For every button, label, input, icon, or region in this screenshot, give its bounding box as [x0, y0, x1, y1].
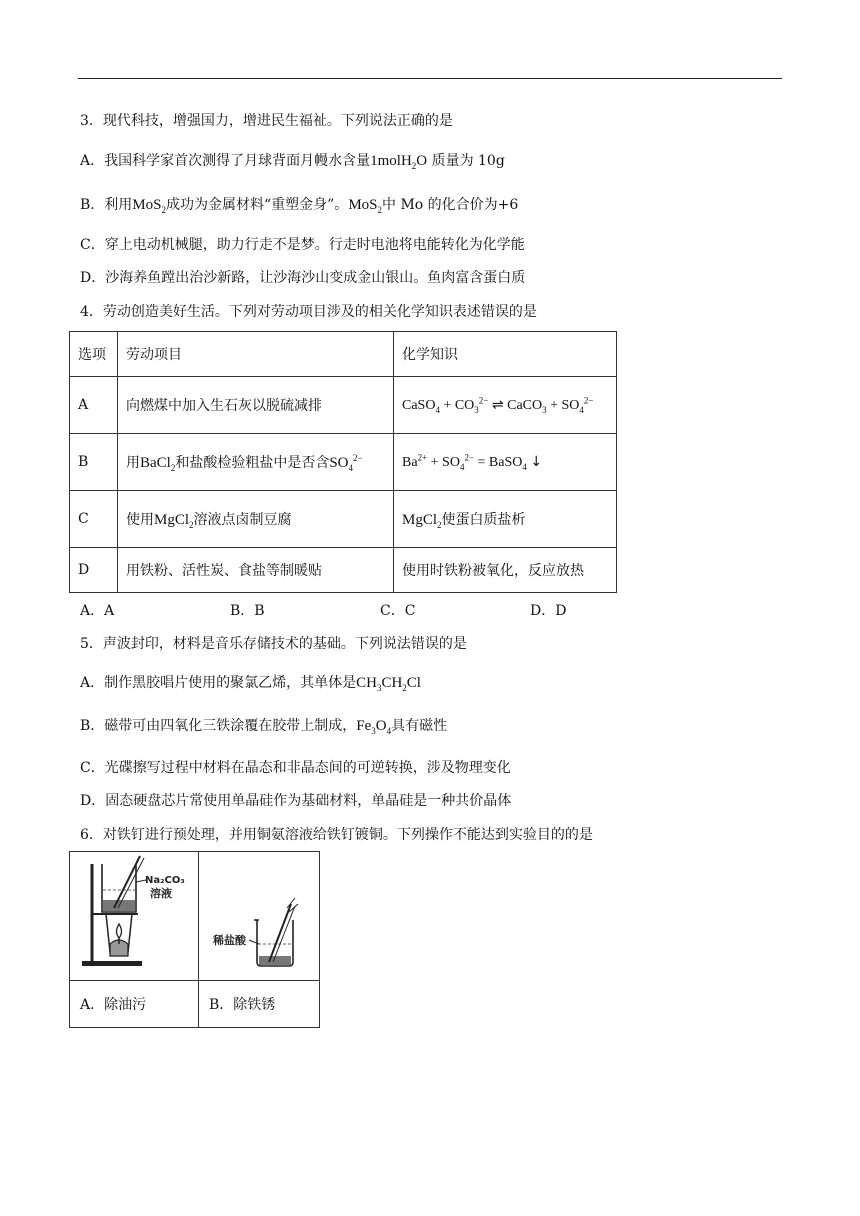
- q5-stem: 5．声波封印，材料是音乐存储技术的基础。下列说法错误的是: [80, 636, 467, 652]
- q4-row-d-knowledge: 使用时铁粉被氧化，反应放热: [394, 548, 617, 593]
- q4-row-a-option: A: [70, 377, 118, 434]
- q4-choice-a[interactable]: A．A: [80, 603, 115, 619]
- q3-option-c: C．穿上电动机械腿，助力行走不是梦。行走时电池将电能转化为化学能: [80, 237, 525, 253]
- na2co3-label: Na₂CO₃: [145, 875, 185, 886]
- q5-a-formula: $CH_3CH_2Cl$: [356, 675, 421, 693]
- q5-option-d: D．固态硬盘芯片常使用单晶硅作为基础材料，单晶硅是一种共价晶体: [80, 793, 512, 809]
- q6-figure-table: [69, 851, 320, 1028]
- q5-option-c: C．光碟擦写过程中材料在晶态和非晶态间的可逆转换，涉及物理变化: [80, 760, 511, 776]
- q3-a-formula: 1molH$_2$O: [370, 153, 428, 171]
- q4-row-d-project: 用铁粉、活性炭、食盐等制暖贴: [118, 548, 394, 593]
- q6-caption-b[interactable]: B．除铁锈: [199, 981, 320, 1028]
- dilute-hcl-label: 稀盐酸: [213, 934, 246, 947]
- q4-row-c-project: 使用MgCl$_2$溶液点卤制豆腐: [118, 491, 394, 548]
- q4-header-knowledge: 化学知识: [394, 332, 617, 377]
- q3-a-tail: 质量为 10g: [431, 153, 505, 169]
- q4-choice-d[interactable]: D．D: [530, 603, 567, 619]
- q4-choice-b[interactable]: B．B: [230, 603, 265, 619]
- q6-figure-a: [70, 852, 199, 981]
- q4-choice-c[interactable]: C．C: [380, 603, 416, 619]
- q4-row-a-equation: CaSO$_4$ + $CO_3^{2-}$ ⇌ CaCO$_3$ + $SO_4^{2-}$: [394, 377, 617, 434]
- q3-b-formula1: MoS$_2$: [132, 197, 166, 215]
- q3-option-a: [80, 151, 505, 171]
- q4-row-b-project: 用BaCl$_2$和盐酸检验粗盐中是否含$SO_4^{2-}$: [118, 434, 394, 491]
- q4-row-c-knowledge: MgCl$_2$使蛋白质盐析: [394, 491, 617, 548]
- q3-stem: 3．现代科技，增强国力，增进民生福祉。下列说法正确的是: [80, 113, 453, 129]
- table-row: [70, 491, 617, 548]
- q5-b-formula: $Fe_3O_4$: [356, 718, 392, 736]
- table-row: [70, 548, 617, 593]
- q6-figure-b: [199, 852, 320, 981]
- q5-option-b: B．磁带可由四氧化三铁涂覆在胶带上制成，$Fe_3O_4$具有磁性: [80, 718, 448, 736]
- q4-header-option: 选项: [70, 332, 118, 377]
- q6-caption-a[interactable]: A．除油污: [70, 981, 199, 1028]
- q4-row-b-equation: $Ba^{2+} + SO_4^{2-}$ = BaSO$_4$ ↓: [394, 434, 617, 491]
- q4-answer-options: [80, 600, 600, 620]
- q3-option-d: D．沙海养鱼蹚出治沙新路，让沙海沙山变成金山银山。鱼肉富含蛋白质: [80, 270, 526, 286]
- q4-row-c-option: C: [70, 491, 118, 548]
- q3-a-text: A．我国科学家首次测得了月球背面月幔水含量: [80, 153, 371, 169]
- q4-stem: 4．劳动创造美好生活。下列对劳动项目涉及的相关化学知识表述错误的是: [80, 304, 537, 320]
- q3-option-b: B．利用MoS$_2$成功为金属材料“重塑金身”。MoS$_2$中 Mo 的化合价为+6: [80, 197, 519, 215]
- q4-row-a-project: 向燃煤中加入生石灰以脱硫减排: [118, 377, 394, 434]
- beaker-heating-icon: [70, 852, 198, 976]
- q6-stem: 6．对铁钉进行预处理，并用铜氨溶液给铁钉镀铜。下列操作不能达到实验目的的是: [80, 827, 593, 843]
- q3-b-formula2: MoS$_2$: [348, 197, 382, 215]
- q4-row-b-option: B: [70, 434, 118, 491]
- q4-table: [69, 331, 617, 593]
- table-row: [70, 377, 617, 434]
- q4-header-project: 劳动项目: [118, 332, 394, 377]
- solution-label: 溶液: [150, 887, 172, 900]
- q4-row-d-option: D: [70, 548, 118, 593]
- table-row: [70, 434, 617, 491]
- beaker-acid-icon: [199, 852, 319, 976]
- header-rule: [78, 78, 782, 79]
- q5-option-a: A．制作黑胶唱片使用的聚氯乙烯，其单体是$CH_3CH_2Cl$: [80, 675, 421, 693]
